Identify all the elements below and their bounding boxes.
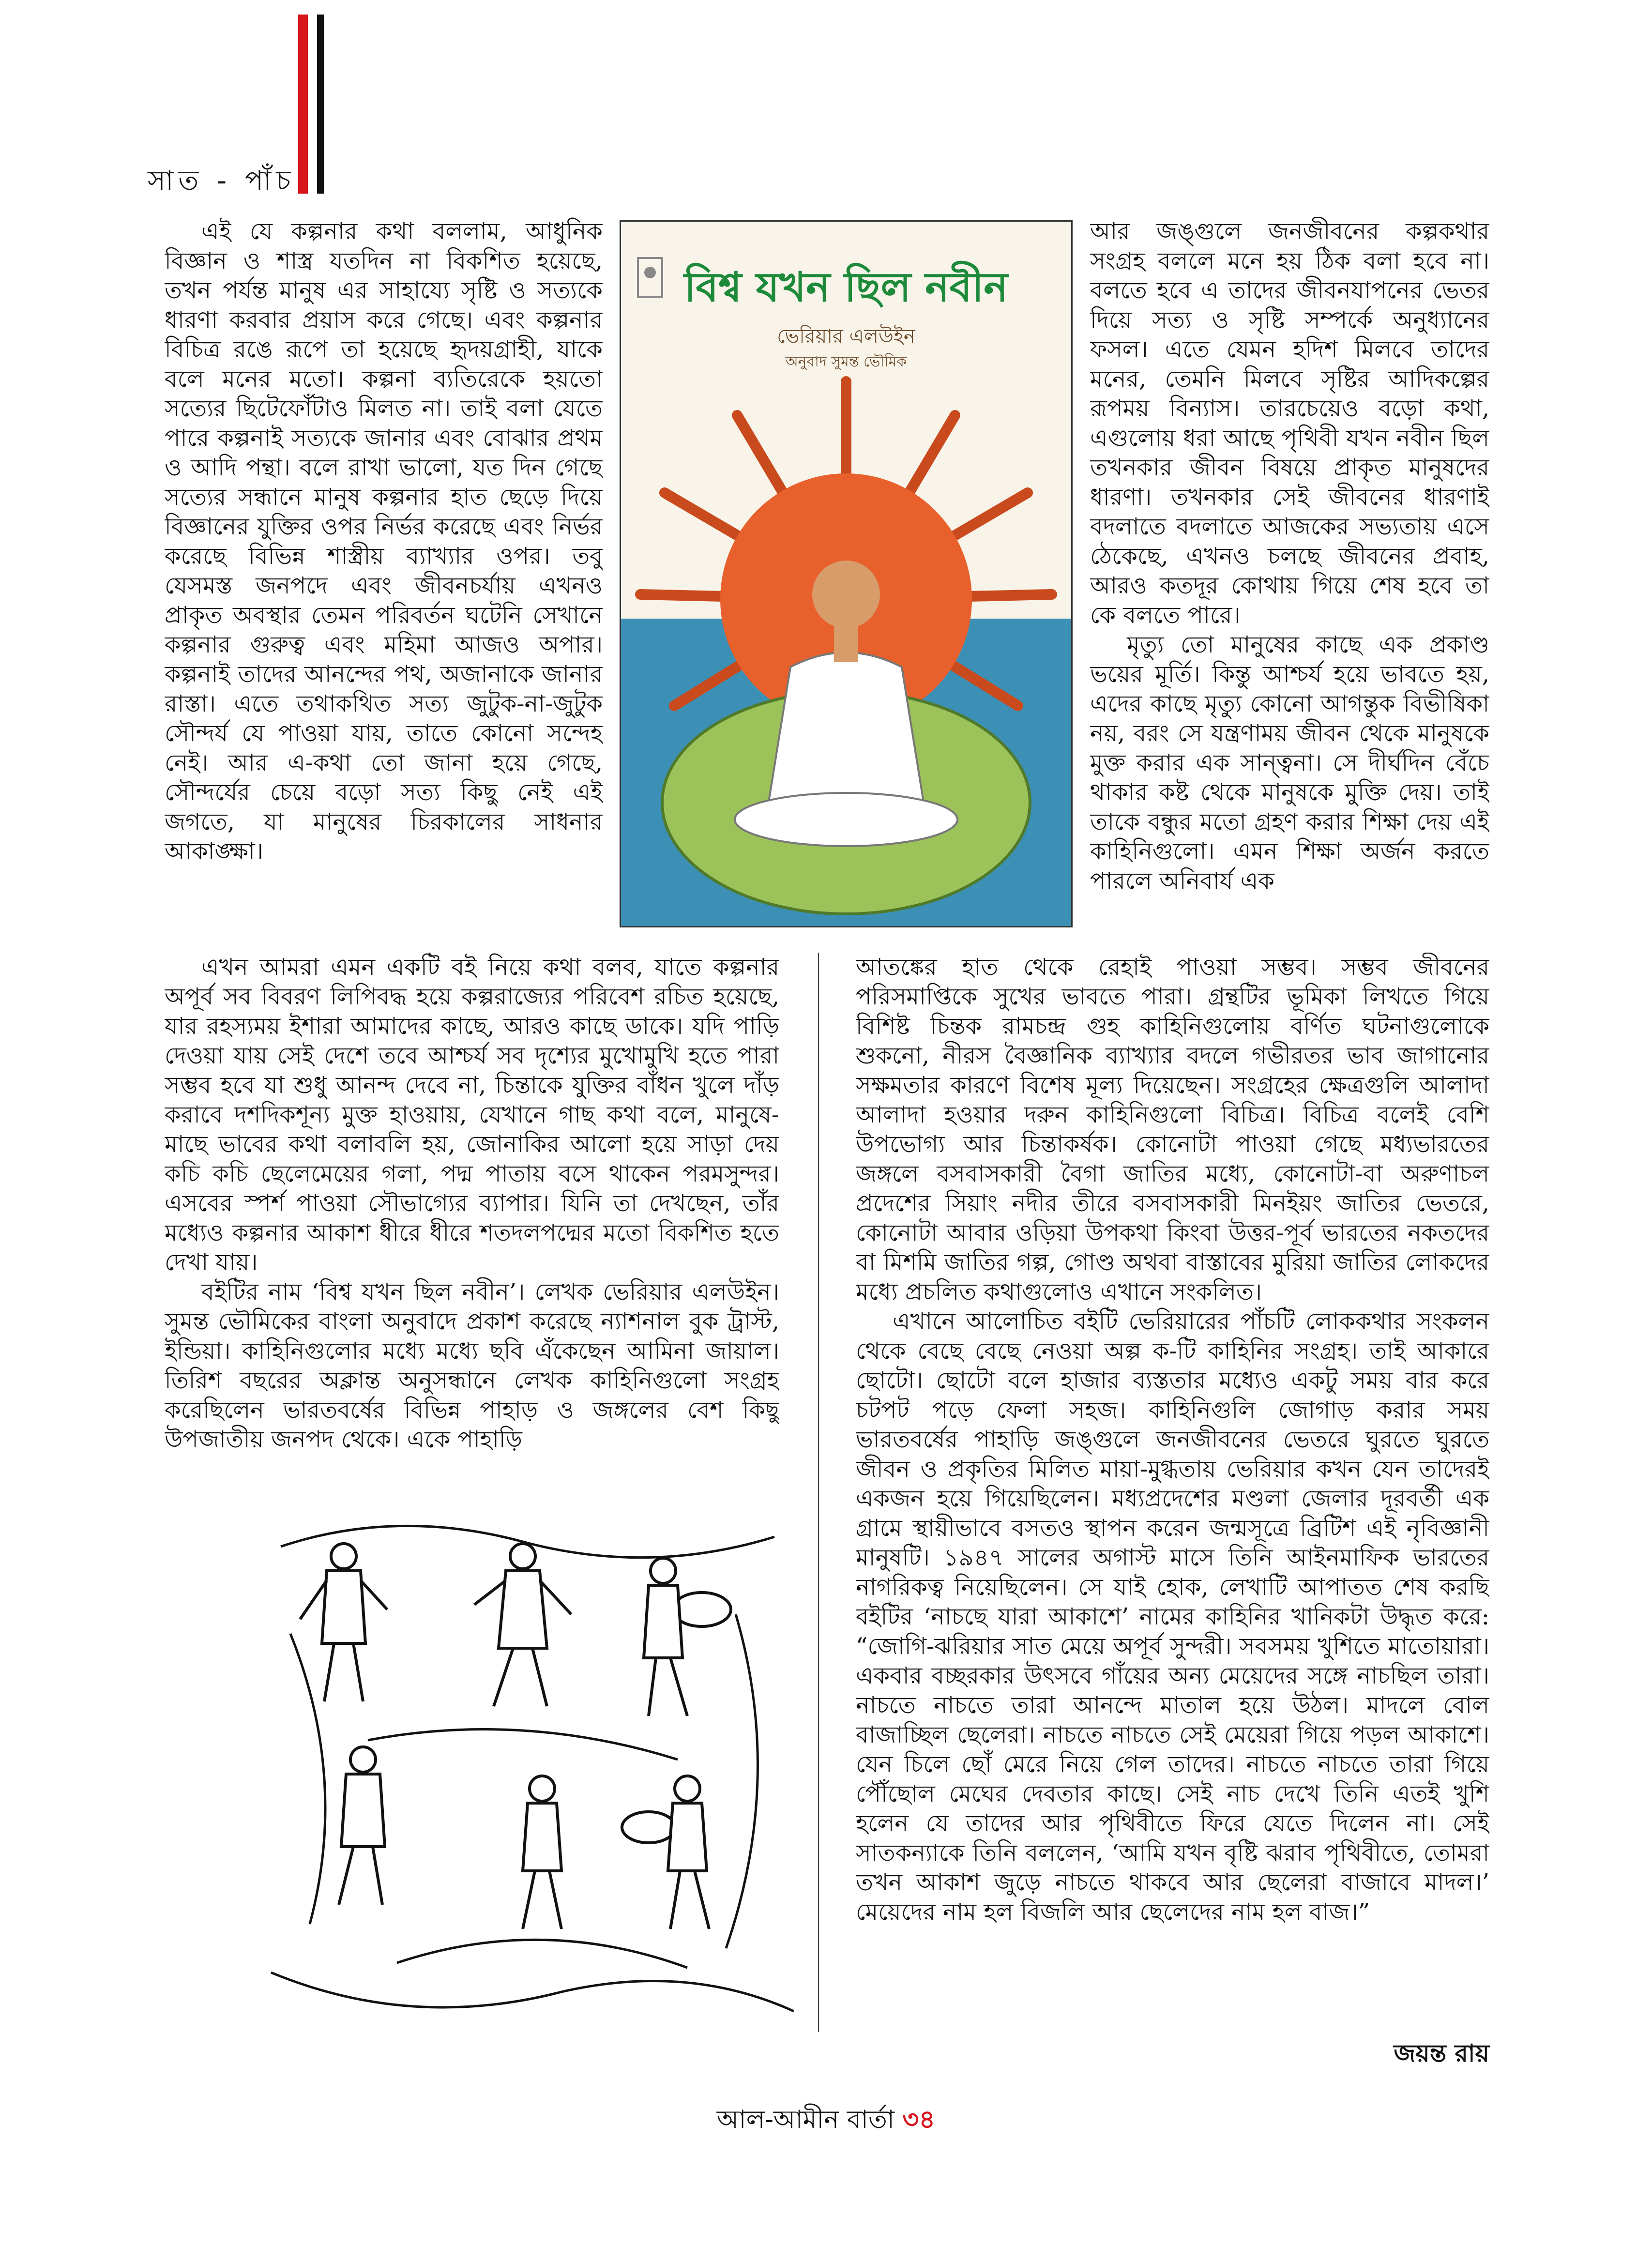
- paragraph: আতঙ্কের হাত থেকে রেহাই পাওয়া সম্ভব। সম্ভব জীবনের পরিসমাপ্তিকে সুখের ভাবতে পারা। গ্রন্থটির ভূমিকা লিখতে গিয়ে বিশিষ্ট চিন্তক রামচন্দ্র গুহ কাহিনিগুলোয় বর্ণিত ঘটনাগুলোকে শুকনো, নীরস বৈজ্ঞানিক ব্যাখ্যার বদলে গভীরতর ভাব জাগানোর সক্ষমতার কারণে বিশেষ মূল্য দিয়েছেন। সংগ্রহের ক্ষেত্রগুলি আলাদা আলাদা হওয়ার দরুন কাহিনিগুলো বিচিত্র। বিচিত্র বলেই বেশি উপভোগ্য আর চিন্তাকর্ষক। কোনোটা পাওয়া গেছে মধ্যভারতের জঙ্গলে বসবাসকারী বৈগা জাতির মধ্যে, কোনোটা-বা অরুণাচল প্রদেশের সিয়াং নদীর তীরে বসবাসকারী মিনইয়ং জাতির ভেতরে, কোনোটা আবার ওড়িয়া উপকথা কিংবা উত্তর-পূর্ব ভারতের নকতদের বা মিশমি জাতির গল্প, গোণ্ড অথবা বাস্তাবের মুরিয়া জাতির লোকদের মধ্যে প্রচলিত কথাগুলোও এখানে সংকলিত।: [856, 954, 1489, 1305]
- article-column-right-top: [1090, 217, 1489, 949]
- column-divider: [818, 953, 819, 2032]
- article-column-left-middle: [165, 953, 779, 1468]
- paragraph: এখন আমরা এমন একটি বই নিয়ে কথা বলব, যাতে কল্পনার অপূর্ব সব বিবরণ লিপিবদ্ধ হয়ে কল্পরাজ্যের পরিবেশ রচিত হয়েছে, যার রহস্যময় ইশারা আমাদের কাছে, আরও কাছে ডাকে। যদি পাড়ি দেওয়া যায় সেই দেশে তবে আশ্চর্য সব দৃশ্যের মুখোমুখি হতে পারা সম্ভব হবে যা শুধু আনন্দ দেবে না, চিন্তাকে যুক্তির বাঁধন খুলে দাঁড় করাবে দশদিকশূন্য মুক্ত হাওয়ায়, যেখানে গাছ কথা বলে, মানুষে-মাছে ভাবের কথা বলাবলি হয়, জোনাকির আলো হয়ে সাড়া দেয় কচি কচি ছেলেমেয়ের গলা, পদ্ম পাতায় বসে থাকেন পরমসুন্দর। এসবের স্পর্শ পাওয়া সৌভাগ্যের ব্যাপার। যিনি তা দেখছেন, তাঁর মধ্যেও কল্পনার আকাশ ধীরে ধীরে শতদলপদ্মের মতো বিকশিত হতে দেখা যায়।: [165, 954, 779, 1276]
- book-cover-image: [620, 220, 1073, 927]
- author-signature: জয়ন্ত রায়: [1394, 2039, 1489, 2067]
- dancers-illustration: [252, 1488, 813, 2040]
- page-number: ৩৪: [902, 2105, 936, 2134]
- paragraph: আর জঙ্গুলে জনজীবনের কল্পকথার সংগ্রহ বললে মনে হয় ঠিক বলা হবে না। বলতে হবে এ তাদের জীবনযাপনের ভেতর দিয়ে সত্য ও সৃষ্টি সম্পর্কে অনুধ্যানের ফসল। এতে যেমন হদিশ মিলবে তাদের মনের, তেমনি মিলবে সৃষ্টির আদিকল্পের রূপময় বিন্যাস। তারচেয়েও বড়ো কথা, এগুলোয় ধরা আছে পৃথিবী যখন নবীন ছিল তখনকার জীবন বিষয়ে প্রাকৃত মানুষদের ধারণা। তখনকার সেই জীবনের ধারণাই বদলাতে বদলাতে আজকের সভ্যতায় এসে ঠেকেছে, এখনও চলছে জীবনের প্রবাহ, আরও কতদূর কোথায় গিয়ে শেষ হবে তা কে বলতে পারে।: [1090, 218, 1489, 629]
- paragraph: এই যে কল্পনার কথা বললাম, আধুনিক বিজ্ঞান ও শাস্ত্র যতদিন না বিকশিত হয়েছে, তখন পর্যন্ত মানুষ এর সাহায্যে সৃষ্টি ও সত্যকে ধারণা করবার প্রয়াস করে গেছে। এবং কল্পনার বিচিত্র রঙে রূপে তা হয়েছে হৃদয়গ্রাহী, যাকে বলে মনের মতো। কল্পনা ব্যতিরেকে হয়তো সত্যের ছিটেফোঁটাও মিলত না। তাই বলা যেতে পারে কল্পনাই সত্যকে জানার এবং বোঝার প্রথম ও আদি পন্থা। বলে রাখা ভালো, যত দিন গেছে সত্যের সন্ধানে মানুষ কল্পনার হাত ছেড়ে দিয়ে বিজ্ঞানের যুক্তির ওপর নির্ভর করেছে এবং নির্ভর করেছে বিভিন্ন শাস্ত্রীয় ব্যাখ্যার ওপর। তবু যেসমস্ত জনপদে এবং জীবনচর্যায় এখনও প্রাকৃত অবস্থার তেমন পরিবর্তন ঘটেনি সেখানে কল্পনার গুরুত্ব এবং মহিমা আজও অপার। কল্পনাই তাদের আনন্দের পথ, অজানাকে জানার রাস্তা। এতে তথাকথিত সত্য জুটুক-না-জুটুক সৌন্দর্য যে পাওয়া যায়, তাতে কোনো সন্দেহ নেই। আর এ-কথা তো জানা হয়ে গেছে, সৌন্দর্যের চেয়ে বড়ো সত্য কিছু নেই এই জগতে, যা মানুষের চিরকালের সাধনার আকাঙ্ক্ষা।: [165, 218, 603, 865]
- paragraph: বইটির নাম ‘বিশ্ব যখন ছিল নবীন’। লেখক ভেরিয়ার এলউইন। সুমন্ত ভৌমিকের বাংলা অনুবাদে প্রকাশ করেছে ন্যাশনাল বুক ট্রাস্ট, ইন্ডিয়া। কাহিনিগুলোর মধ্যে মধ্যে ছবি এঁকেছেন আমিনা জায়াল। তিরিশ বছরের অক্লান্ত অনুসন্ধানে লেখক কাহিনিগুলো সংগ্রহ করেছিলেন ভারতবর্ষের বিভিন্ন পাহাড় ও জঙ্গলের বেশ কিছু উপজাতীয় জনপদ থেকে। একে পাহাড়ি: [165, 1278, 779, 1453]
- book-cover-title: বিশ্ব যখন ছিল নবীন: [684, 263, 1008, 311]
- book-cover-translator: অনুবাদ সুমন্ত ভৌমিক: [785, 353, 907, 370]
- paragraph: এখানে আলোচিত বইটি ভেরিয়ারের পাঁচটি লোককথার সংকলন থেকে বেছে বেছে নেওয়া অল্প ক-টি কাহিনির সংগ্রহ। তাই আকারে ছোটো। ছোটো বলে হাজার ব্যস্ততার মধ্যেও একটু সময় বার করে চটপট পড়ে ফেলা সহজ। কাহিনিগুলি জোগাড় করার সময় ভারতবর্ষের পাহাড়ি জঙ্গুলে জনজীবনের ভেতরে ঘুরতে ঘুরতে জীবন ও প্রকৃতির মিলিত মায়া-মুগ্ধতায় ভেরিয়ার কখন যেন তাদেরই একজন হয়ে গিয়েছিলেন। মধ্যপ্রদেশের মণ্ডলা জেলার দূরবর্তী এক গ্রামে স্থায়ীভাবে বসতও স্থাপন করেন জন্মসূত্রে ব্রিটিশ এই নৃবিজ্ঞানী মানুষটি। ১৯৪৭ সালের অগাস্ট মাসে তিনি আইনমাফিক ভারতের নাগরিকত্ব নিয়েছিলেন। সে যাই হোক, লেখাটি আপাতত শেষ করছি বইটির ‘নাচছে যারা আকাশে’ নামের কাহিনির খানিকটা উদ্ধৃত করে: “জোগি-ঝরিয়ার সাত মেয়ে অপূর্ব সুন্দরী। সবসময় খুশিতে মাতোয়ারা। একবার বচ্ছরকার উৎসবে গাঁয়ের অন্য মেয়েদের সঙ্গে নাচছিল তারা। নাচতে নাচতে তারা আনন্দে মাতাল হয়ে উঠল। মাদলে বোল বাজাচ্ছিল ছেলেরা। নাচতে নাচতে সেই মেয়েরা গিয়ে পড়ল আকাশে। যেন চিলে ছোঁ মেরে নিয়ে গেল তাদের। নাচতে নাচতে তারা গিয়ে পৌঁছোল মেঘের দেবতার কাছে। সেই নাচ দেখে তিনি এতই খুশি হলেন যে তাদের আর পৃথিবীতে ফিরে যেতে দিলেন না। সেই সাতকন্যাকে তিনি বললেন, ‘আমি যখন বৃষ্টি ঝরাব পৃথিবীতে, তোমরা তখন আকাশ জুড়ে নাচতে থাকবে আর ছেলেরা বাজাবে মাদল।’ মেয়েদের নাম হল বিজলি আর ছেলেদের নাম হল বাজ।”: [856, 1308, 1489, 1926]
- section-label: সাত - পাঁচ: [148, 165, 296, 197]
- magazine-name: আল-আমীন বার্তা: [716, 2105, 894, 2134]
- header-accent-bar-red: [298, 15, 308, 194]
- article-column-right-lower: [856, 953, 1489, 2008]
- book-cover-author: ভেরিয়ার এলউইন: [777, 325, 915, 348]
- header-accent-bar-black: [317, 15, 324, 194]
- paragraph: মৃত্যু তো মানুষের কাছে এক প্রকাণ্ড ভয়ের মূর্তি। কিন্তু আশ্চর্য হয়ে ভাবতে হয়, এদের কাছে মৃত্যু কোনো আগন্তুক বিভীষিকা নয়, বরং সে যন্ত্রণাময় জীবন থেকে মানুষকে মুক্ত করার এক সান্ত্বনা। সে দীর্ঘদিন বেঁচে থাকার কষ্ট থেকে মানুষকে মুক্তি দেয়। তাই তাকে বন্ধুর মতো গ্রহণ করার শিক্ষা দেয় এই কাহিনিগুলো। এমন শিক্ষা অর্জন করতে পারলে অনিবার্য এক: [1090, 631, 1489, 895]
- page-footer: [0, 2100, 1652, 2142]
- article-column-left-top: [165, 217, 603, 949]
